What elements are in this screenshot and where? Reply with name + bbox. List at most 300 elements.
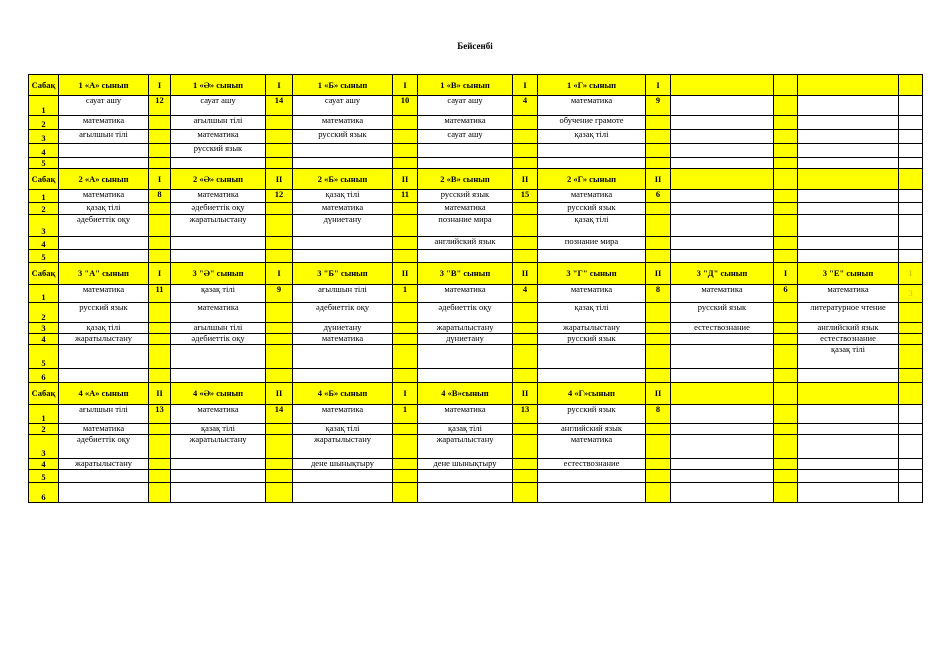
class-header: 2 «Г» сынып xyxy=(538,169,646,190)
room-number xyxy=(149,250,171,263)
subject-cell xyxy=(671,405,774,424)
subject-cell xyxy=(899,250,923,263)
shift-header: II xyxy=(149,383,171,405)
lesson-number: 4 xyxy=(29,334,59,345)
subject-cell xyxy=(899,237,923,250)
subject-cell: обучение грамоте xyxy=(538,116,646,130)
room-number xyxy=(149,158,171,169)
lesson-row xyxy=(29,334,923,345)
subject-cell: жаратылыстану xyxy=(59,459,149,470)
class-header xyxy=(899,75,923,96)
room-number xyxy=(393,130,418,144)
room-number xyxy=(646,369,671,383)
room-number xyxy=(774,334,798,345)
subject-cell: русский язык xyxy=(538,405,646,424)
room-number xyxy=(149,345,171,369)
room-number xyxy=(266,237,293,250)
room-number xyxy=(393,334,418,345)
class-header xyxy=(798,383,899,405)
room-number xyxy=(149,459,171,470)
subject-cell: познание мира xyxy=(418,215,513,237)
room-number xyxy=(266,459,293,470)
subject-cell xyxy=(538,369,646,383)
room-number xyxy=(266,250,293,263)
subject-cell: русский язык xyxy=(671,303,774,323)
class-header: I xyxy=(899,263,923,285)
subject-cell xyxy=(671,237,774,250)
subject-cell xyxy=(671,203,774,215)
room-number xyxy=(774,459,798,470)
subject-cell xyxy=(538,158,646,169)
subject-cell: дүниетану xyxy=(418,334,513,345)
subject-cell: русский язык xyxy=(538,334,646,345)
subject-cell: английский язык xyxy=(418,237,513,250)
room-number xyxy=(266,345,293,369)
subject-cell xyxy=(899,158,923,169)
room-number xyxy=(149,483,171,503)
room-number xyxy=(149,203,171,215)
subject-cell xyxy=(418,144,513,158)
page-title: Бейсенбі xyxy=(457,41,493,51)
subject-cell xyxy=(418,345,513,369)
subject-cell xyxy=(538,144,646,158)
block-header-row xyxy=(29,263,923,285)
lesson-row xyxy=(29,215,923,237)
subject-cell xyxy=(798,190,899,203)
room-number xyxy=(266,483,293,503)
shift-header: II xyxy=(513,383,538,405)
subject-cell: математика xyxy=(293,203,393,215)
subject-cell: естествознание xyxy=(798,334,899,345)
class-header: 1 «Ә» сынып xyxy=(171,75,266,96)
room-number xyxy=(899,303,923,323)
subject-cell xyxy=(418,158,513,169)
subject-cell xyxy=(671,459,774,470)
subject-cell: математика xyxy=(59,424,149,435)
room-number xyxy=(513,424,538,435)
room-number xyxy=(393,345,418,369)
subject-cell xyxy=(899,144,923,158)
room-number xyxy=(149,116,171,130)
subject-cell: дене шынықтыру xyxy=(293,459,393,470)
lesson-row xyxy=(29,250,923,263)
subject-cell xyxy=(59,369,149,383)
room-number xyxy=(774,405,798,424)
room-number: 15 xyxy=(513,190,538,203)
room-number xyxy=(393,369,418,383)
room-number xyxy=(266,203,293,215)
room-number xyxy=(646,303,671,323)
room-number xyxy=(646,459,671,470)
room-number xyxy=(149,237,171,250)
room-number: 11 xyxy=(393,190,418,203)
subject-cell xyxy=(899,203,923,215)
room-number: 12 xyxy=(149,96,171,116)
room-number: 13 xyxy=(149,405,171,424)
subject-cell: математика xyxy=(538,285,646,303)
class-header: 4 «А» сынып xyxy=(59,383,149,405)
shift-header: I xyxy=(513,75,538,96)
room-number xyxy=(266,215,293,237)
lesson-row xyxy=(29,435,923,459)
subject-cell xyxy=(798,215,899,237)
subject-cell: қазақ тілі xyxy=(293,190,393,203)
lesson-row xyxy=(29,405,923,424)
subject-cell xyxy=(671,334,774,345)
subject-cell xyxy=(418,483,513,503)
room-number xyxy=(774,144,798,158)
lesson-number: 5 xyxy=(29,470,59,483)
subject-cell xyxy=(171,237,266,250)
subject-cell: жаратылыстану xyxy=(171,435,266,459)
lesson-number: 5 xyxy=(29,250,59,263)
room-number xyxy=(393,116,418,130)
subject-cell: жаратылыстану xyxy=(171,215,266,237)
room-number: 6 xyxy=(774,285,798,303)
subject-cell: әдебиеттік оқу xyxy=(418,303,513,323)
subject-cell xyxy=(418,250,513,263)
subject-cell xyxy=(899,190,923,203)
lesson-row xyxy=(29,203,923,215)
room-number xyxy=(646,237,671,250)
room-number xyxy=(393,435,418,459)
subject-cell xyxy=(671,190,774,203)
class-header: 1 «Г» сынып xyxy=(538,75,646,96)
room-number: 14 xyxy=(266,96,293,116)
class-header: 1 «В» сынып xyxy=(418,75,513,96)
room-number xyxy=(393,158,418,169)
room-number xyxy=(774,250,798,263)
shift-header xyxy=(774,169,798,190)
subject-cell: ағылшын тілі xyxy=(171,116,266,130)
lesson-row xyxy=(29,190,923,203)
subject-cell xyxy=(59,483,149,503)
subject-cell xyxy=(293,237,393,250)
subject-cell: ағылшын тілі xyxy=(293,285,393,303)
subject-cell: жаратылыстану xyxy=(418,323,513,334)
room-number xyxy=(513,130,538,144)
room-number xyxy=(774,435,798,459)
room-number xyxy=(774,96,798,116)
subject-cell xyxy=(671,424,774,435)
subject-cell: сауат ашу xyxy=(171,96,266,116)
room-number: 6 xyxy=(646,190,671,203)
subject-cell: математика xyxy=(798,285,899,303)
room-number: 13 xyxy=(513,405,538,424)
subject-cell xyxy=(798,158,899,169)
subject-cell xyxy=(671,250,774,263)
class-header: 4 «Г»сынып xyxy=(538,383,646,405)
subject-cell xyxy=(293,250,393,263)
class-header xyxy=(671,383,774,405)
lesson-row xyxy=(29,345,923,369)
shift-header xyxy=(774,383,798,405)
subject-cell xyxy=(293,144,393,158)
subject-cell: математика xyxy=(293,116,393,130)
shift-header: I xyxy=(266,75,293,96)
room-number xyxy=(149,435,171,459)
room-number xyxy=(646,215,671,237)
subject-cell xyxy=(671,369,774,383)
subject-cell: русский язык xyxy=(538,203,646,215)
room-number xyxy=(393,424,418,435)
room-number: 8 xyxy=(149,190,171,203)
subject-cell: математика xyxy=(418,116,513,130)
subject-cell: әдебиеттік оқу xyxy=(59,435,149,459)
room-number xyxy=(646,435,671,459)
room-number: 4 xyxy=(513,285,538,303)
subject-cell xyxy=(671,345,774,369)
class-header: 2 «В» сынып xyxy=(418,169,513,190)
lesson-number: 3 xyxy=(29,130,59,144)
room-number xyxy=(899,345,923,369)
room-number xyxy=(266,323,293,334)
subject-cell: математика xyxy=(59,116,149,130)
lesson-column-header: Сабақ xyxy=(29,75,59,96)
subject-cell: әдебиеттік оқу xyxy=(59,215,149,237)
lesson-number: 6 xyxy=(29,369,59,383)
shift-header: II xyxy=(646,383,671,405)
subject-cell: математика xyxy=(171,130,266,144)
subject-cell: английский язык xyxy=(798,323,899,334)
subject-cell xyxy=(171,470,266,483)
room-number xyxy=(393,483,418,503)
room-number xyxy=(646,424,671,435)
shift-header: I xyxy=(149,75,171,96)
subject-cell: ағылшын тілі xyxy=(59,405,149,424)
class-header xyxy=(899,169,923,190)
room-number: 4 xyxy=(513,96,538,116)
room-number xyxy=(149,323,171,334)
subject-cell: русский язык xyxy=(418,190,513,203)
room-number xyxy=(393,144,418,158)
lesson-column-header: Сабақ xyxy=(29,169,59,190)
subject-cell: қазақ тілі xyxy=(171,424,266,435)
subject-cell xyxy=(899,215,923,237)
subject-cell: дене шынықтыру xyxy=(418,459,513,470)
class-header: 3 "Б" сынып xyxy=(293,263,393,285)
room-number xyxy=(266,435,293,459)
subject-cell xyxy=(798,237,899,250)
room-number xyxy=(774,158,798,169)
class-header: 2 «Ә» сынып xyxy=(171,169,266,190)
subject-cell xyxy=(798,470,899,483)
room-number xyxy=(646,250,671,263)
lesson-number: 5 xyxy=(29,158,59,169)
subject-cell: математика xyxy=(671,285,774,303)
subject-cell xyxy=(293,345,393,369)
subject-cell xyxy=(798,203,899,215)
subject-cell: қазақ тілі xyxy=(538,303,646,323)
room-number: 8 xyxy=(646,405,671,424)
subject-cell: қазақ тілі xyxy=(171,285,266,303)
room-number xyxy=(266,116,293,130)
class-header: 3 "Ә" сынып xyxy=(171,263,266,285)
room-number: 14 xyxy=(266,405,293,424)
room-number xyxy=(266,158,293,169)
class-header: 4 «Б» сынып xyxy=(293,383,393,405)
class-header: 2 «Б» сынып xyxy=(293,169,393,190)
class-header: 1 «Б» сынып xyxy=(293,75,393,96)
subject-cell: естествознание xyxy=(671,323,774,334)
block-header-row xyxy=(29,169,923,190)
subject-cell: математика xyxy=(171,303,266,323)
room-number xyxy=(646,116,671,130)
shift-header: I xyxy=(149,263,171,285)
subject-cell xyxy=(418,369,513,383)
subject-cell: әдебиеттік оқу xyxy=(171,334,266,345)
subject-cell xyxy=(798,424,899,435)
lesson-row xyxy=(29,459,923,470)
room-number xyxy=(266,334,293,345)
shift-header: II xyxy=(266,383,293,405)
subject-cell xyxy=(671,483,774,503)
subject-cell xyxy=(798,483,899,503)
lesson-number: 2 xyxy=(29,203,59,215)
class-header: 3 "Е" сынып xyxy=(798,263,899,285)
lesson-row xyxy=(29,144,923,158)
room-number xyxy=(149,303,171,323)
room-number xyxy=(774,483,798,503)
room-number: 3 xyxy=(899,285,923,303)
room-number xyxy=(774,215,798,237)
room-number: 9 xyxy=(646,96,671,116)
subject-cell xyxy=(798,405,899,424)
lesson-number: 1 xyxy=(29,285,59,303)
room-number xyxy=(513,323,538,334)
lesson-row xyxy=(29,424,923,435)
class-header: 4 «Ә» сынып xyxy=(171,383,266,405)
subject-cell xyxy=(899,96,923,116)
room-number xyxy=(266,470,293,483)
room-number xyxy=(513,237,538,250)
subject-cell: английский язык xyxy=(538,424,646,435)
subject-cell: ағылшын тілі xyxy=(59,130,149,144)
room-number xyxy=(513,144,538,158)
subject-cell xyxy=(171,158,266,169)
room-number xyxy=(393,323,418,334)
lesson-number: 4 xyxy=(29,237,59,250)
lesson-row xyxy=(29,303,923,323)
room-number: 8 xyxy=(646,285,671,303)
lesson-number: 2 xyxy=(29,303,59,323)
subject-cell: математика xyxy=(171,190,266,203)
subject-cell xyxy=(671,116,774,130)
room-number xyxy=(393,470,418,483)
room-number xyxy=(774,323,798,334)
subject-cell xyxy=(899,130,923,144)
room-number xyxy=(266,424,293,435)
shift-header xyxy=(774,75,798,96)
class-header: 1 «А» сынып xyxy=(59,75,149,96)
lesson-number: 3 xyxy=(29,435,59,459)
subject-cell xyxy=(418,470,513,483)
subject-cell: математика xyxy=(538,96,646,116)
lesson-row xyxy=(29,323,923,334)
room-number xyxy=(513,345,538,369)
room-number xyxy=(774,237,798,250)
lesson-number: 1 xyxy=(29,96,59,116)
lesson-row xyxy=(29,96,923,116)
lesson-row xyxy=(29,158,923,169)
room-number xyxy=(149,334,171,345)
room-number xyxy=(393,203,418,215)
subject-cell xyxy=(293,483,393,503)
lesson-number: 2 xyxy=(29,116,59,130)
subject-cell xyxy=(899,116,923,130)
subject-cell xyxy=(671,96,774,116)
subject-cell xyxy=(293,158,393,169)
room-number xyxy=(646,158,671,169)
lesson-row xyxy=(29,285,923,303)
lesson-row xyxy=(29,116,923,130)
shift-header: I xyxy=(393,383,418,405)
room-number xyxy=(774,130,798,144)
room-number: 1 xyxy=(393,285,418,303)
subject-cell: қазақ тілі xyxy=(59,323,149,334)
subject-cell: русский язык xyxy=(59,303,149,323)
room-number xyxy=(646,483,671,503)
subject-cell: математика xyxy=(418,285,513,303)
schedule-table xyxy=(28,74,923,503)
lesson-number: 2 xyxy=(29,424,59,435)
room-number xyxy=(513,483,538,503)
subject-cell: математика xyxy=(538,190,646,203)
shift-header: II xyxy=(393,169,418,190)
room-number xyxy=(774,470,798,483)
room-number xyxy=(149,215,171,237)
class-header: 3 "Д" сынып xyxy=(671,263,774,285)
subject-cell: жаратылыстану xyxy=(418,435,513,459)
room-number xyxy=(513,470,538,483)
shift-header: II xyxy=(513,169,538,190)
subject-cell: математика xyxy=(293,405,393,424)
subject-cell xyxy=(671,435,774,459)
subject-cell xyxy=(671,158,774,169)
room-number xyxy=(646,130,671,144)
subject-cell: русский язык xyxy=(171,144,266,158)
shift-header: II xyxy=(393,263,418,285)
subject-cell: математика xyxy=(418,203,513,215)
room-number xyxy=(646,470,671,483)
room-number xyxy=(513,215,538,237)
subject-cell xyxy=(293,470,393,483)
subject-cell: қазақ тілі xyxy=(798,345,899,369)
subject-cell: математика xyxy=(538,435,646,459)
room-number xyxy=(513,369,538,383)
room-number xyxy=(513,250,538,263)
subject-cell xyxy=(171,459,266,470)
lesson-row xyxy=(29,130,923,144)
subject-cell: математика xyxy=(171,405,266,424)
subject-cell xyxy=(798,435,899,459)
subject-cell xyxy=(798,459,899,470)
lesson-row xyxy=(29,369,923,383)
room-number xyxy=(149,369,171,383)
subject-cell: қазақ тілі xyxy=(59,203,149,215)
room-number xyxy=(266,369,293,383)
room-number xyxy=(513,435,538,459)
class-header: 3 "Г" сынып xyxy=(538,263,646,285)
shift-header: II xyxy=(646,263,671,285)
subject-cell xyxy=(293,369,393,383)
room-number: 11 xyxy=(149,285,171,303)
subject-cell xyxy=(59,250,149,263)
class-header xyxy=(798,75,899,96)
subject-cell: қазақ тілі xyxy=(293,424,393,435)
subject-cell: математика xyxy=(59,285,149,303)
subject-cell xyxy=(171,345,266,369)
